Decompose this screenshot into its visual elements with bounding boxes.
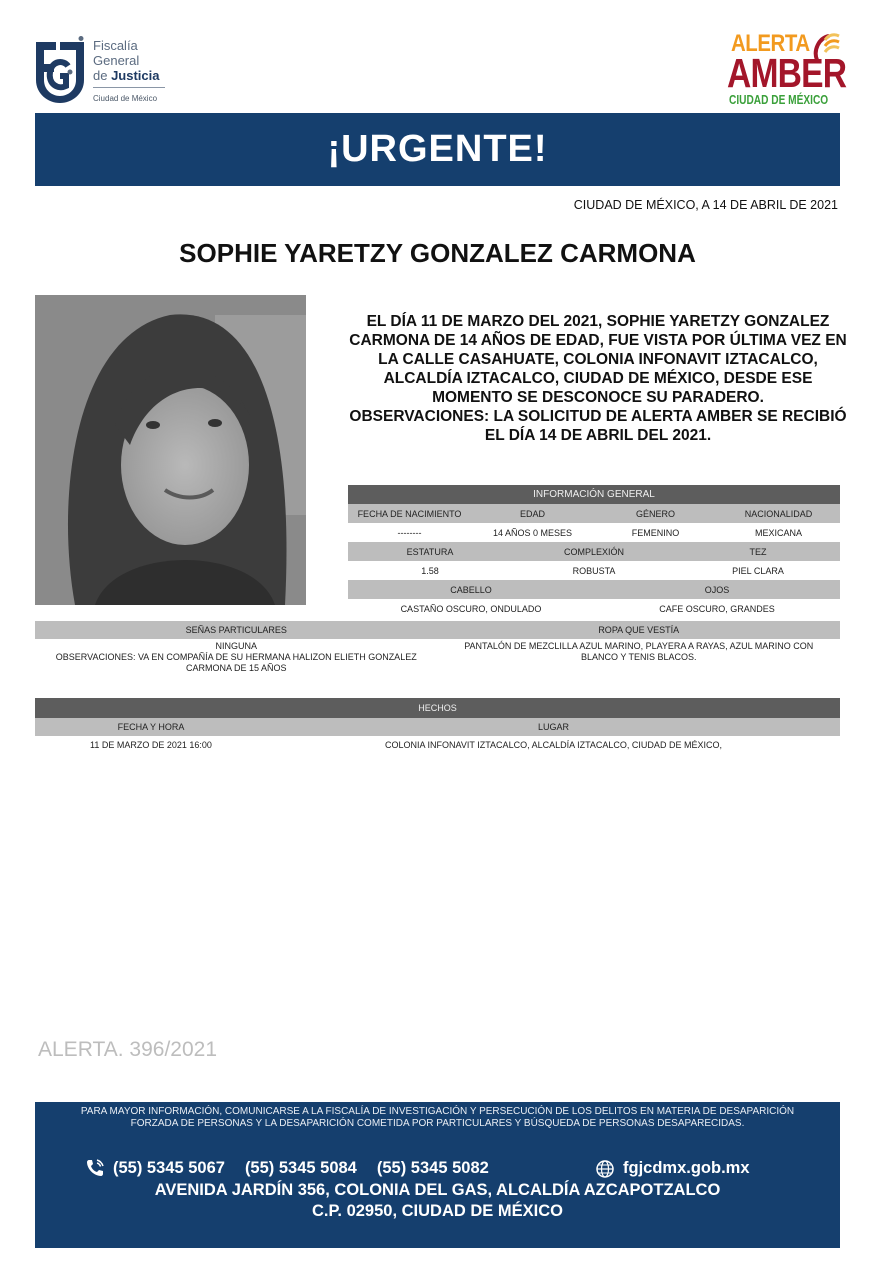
value-birthdate: -------- [397,527,422,538]
info-header-row-2 [348,542,840,561]
value-build: ROBUSTA [572,565,616,576]
general-info-title-text: INFORMACIÓN GENERAL [533,489,655,500]
footer-info [35,1102,840,1130]
header-eyes: OJOS [704,584,730,595]
info-value-row-3 [348,599,840,618]
urgent-banner [35,113,840,186]
website-link[interactable]: fgjcdmx.gob.mx [623,1158,750,1177]
info-header-row-3 [348,580,840,599]
contact-row [85,1158,750,1178]
fgj-shield-icon [34,36,86,104]
clothing-line-1: PANTALÓN DE MEZCLILLA AZUL MARINO, PLAYERA A RAYAS, AZUL MARINO CON [464,641,814,651]
address-line-1: AVENIDA JARDÍN 356, COLONIA DEL GAS, ALCALDÍA AZCAPOTZALCO [154,1181,721,1199]
header-hair: CABELLO [450,584,492,595]
date-line: CIUDAD DE MÉXICO, A 14 DE ABRIL DE 2021 [573,198,838,212]
info-value-row-2 [348,561,840,580]
globe-icon [595,1158,615,1178]
header-datetime: FECHA Y HORA [117,722,185,732]
amber-alert-logo [727,28,847,108]
facts-table [35,698,840,754]
value-clothing [438,641,841,674]
fgj-divider [93,87,165,88]
fgj-line3: de Justicia [93,68,160,83]
header-place: LUGAR [537,722,569,732]
header-distinguishing-marks: SEÑAS PARTICULARES [185,625,287,635]
alert-number: ALERTA. 396/2021 [38,1038,218,1061]
website [595,1158,750,1178]
footer-info-line-1: PARA MAYOR INFORMACIÓN, COMUNICARSE A LA FISCALÍA DE INVESTIGACIÓN Y PERSECUCIÓN DE LOS DELITOS EN MATERIA DE DESAPARICIÓN [80,1106,795,1117]
value-complexion: PIEL CLARA [732,565,784,576]
value-datetime: 11 DE MARZO DE 2021 16:00 [90,740,212,750]
facts-title-text: HECHOS [418,703,457,713]
marks-line-2: OBSERVACIONES: VA EN COMPAÑÍA DE SU HERMANA HALIZON ELIETH GONZALEZ [55,652,417,662]
particulars-header-row [35,621,840,639]
narrative [348,312,848,445]
value-eyes: CAFE OSCURO, GRANDES [659,603,775,614]
value-nationality: MEXICANA [754,527,802,538]
header-complexion: TEZ [749,546,767,557]
particulars-table [35,621,840,674]
phone-icon [85,1158,105,1178]
signal-waves-icon [813,32,841,62]
portrait-placeholder-icon [35,295,306,605]
info-header-row-1 [348,504,840,523]
phone-number-2[interactable]: (55) 5345 5084 [244,1158,357,1177]
general-info-table [348,485,840,618]
header-gender: GÉNERO [635,508,675,519]
value-hair: CASTAÑO OSCURO, ONDULADO [400,603,542,614]
value-height: 1.58 [421,565,439,576]
narrative-observations: OBSERVACIONES: LA SOLICITUD DE ALERTA AMBER SE RECIBIÓ EL DÍA 14 DE ABRIL DEL 2021. [349,408,847,444]
address [35,1180,840,1222]
fgj-line2: General [93,53,140,68]
person-name: SOPHIE YARETZY GONZALEZ CARMONA [179,238,696,268]
fgj-city: Ciudad de México [93,94,158,103]
header-build: COMPLEXIÓN [563,546,624,557]
urgent-title: ¡URGENTE! [327,128,548,170]
particulars-value-row [35,639,840,674]
address-line-2: C.P. 02950, CIUDAD DE MÉXICO [312,1202,563,1220]
value-age: 14 AÑOS 0 MESES [492,527,573,538]
header-height: ESTATURA [406,546,454,557]
missing-person-photo [35,295,306,605]
amber-logo-alerta: ALERTA [731,30,810,57]
facts-title [35,698,840,718]
fgj-line1: Fiscalía [93,38,138,53]
fgj-logo [34,32,184,108]
facts-value-row [35,736,840,754]
amber-logo-amber: AMBER [727,50,847,96]
marks-line-1: NINGUNA [215,641,257,651]
header-birthdate: FECHA DE NACIMIENTO [357,508,462,519]
phone-number-3[interactable]: (55) 5345 5082 [376,1158,489,1177]
facts-header-row [35,718,840,736]
narrative-text: EL DÍA 11 DE MARZO DEL 2021, SOPHIE YARETZY GONZALEZ CARMONA DE 14 AÑOS DE EDAD, FUE VISTA POR ÚLTIMA VEZ EN LA CALLE CASAHUATE, COLONIA INFONAVIT IZTACALCO, ALCALDÍA IZTACALCO, CIUDAD DE MÉXICO, DESDE ESE MOMENTO SE DESCONOCE SU PARADERO. [349,313,847,406]
phone-number-1[interactable]: (55) 5345 5067 [113,1158,225,1177]
general-info-title [348,485,840,504]
footer-contact-panel [35,1102,840,1248]
amber-logo-city: CIUDAD DE MÉXICO [729,92,829,107]
header-age: EDAD [519,508,545,519]
header-nationality: NACIONALIDAD [744,508,813,519]
value-distinguishing-marks [35,641,438,674]
fgj-wordmark [93,38,165,106]
value-place: COLONIA INFONAVIT IZTACALCO, ALCALDÍA IZTACALCO, CIUDAD DE MÉXICO, [385,740,722,750]
clothing-line-2: BLANCO Y TENIS BLACOS. [580,652,697,662]
header-clothing: ROPA QUE VESTÍA [598,625,680,635]
marks-line-3: CARMONA DE 15 AÑOS [185,663,287,673]
info-value-row-1 [348,523,840,542]
value-gender: FEMENINO [631,527,680,538]
footer-info-line-2: FORZADA DE PERSONAS Y LA DESAPARICIÓN COMETIDA POR PARTICULARES Y BÚSQUEDA DE PERSONAS DESAPARECIDAS. [130,1118,745,1129]
